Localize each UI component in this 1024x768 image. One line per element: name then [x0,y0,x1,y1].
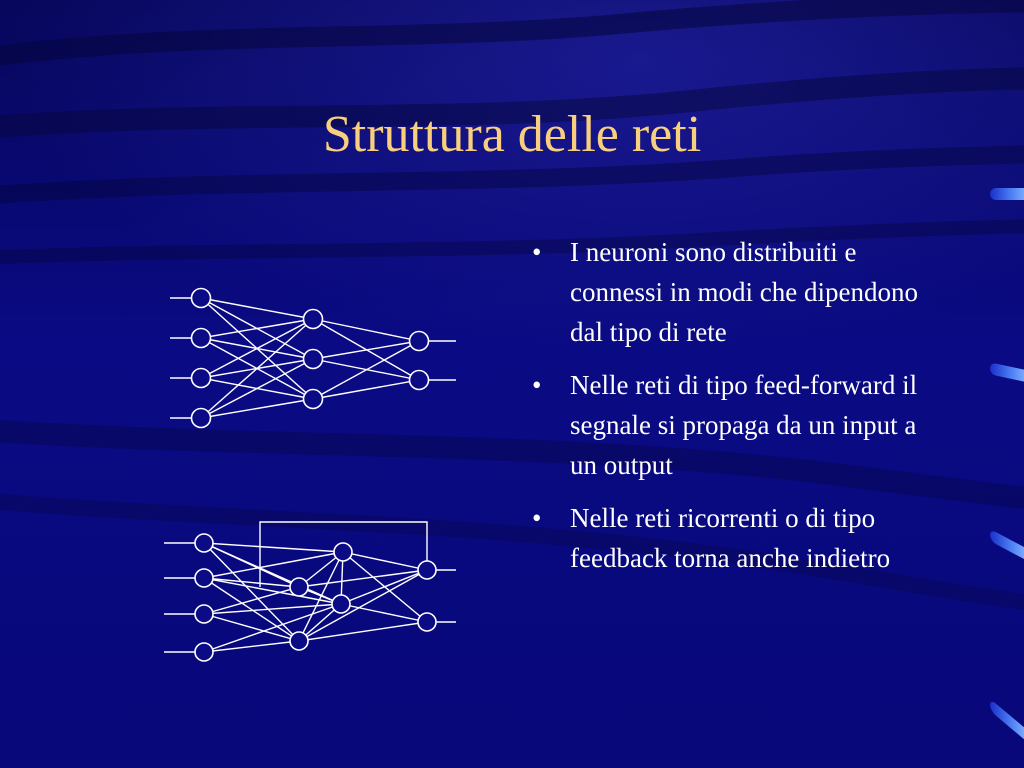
output-node [418,561,436,579]
input-node [195,605,213,623]
feed-forward-network-diagram [160,280,470,430]
hidden-node [304,310,323,329]
input-node [192,409,211,428]
bullet-marker: • [532,237,542,267]
hidden-node [290,578,308,596]
hidden-node [290,632,308,650]
bullet-item [532,498,932,578]
bullet-text: Nelle reti di tipo feed-forward il segnale si propaga da un input a un output [570,370,918,480]
input-node [192,369,211,388]
bullet-item [532,365,932,485]
side-accent-mark [990,188,1024,200]
bullet-text: I neuroni sono distribuiti e connessi in modi che dipendono dal tipo di rete [570,237,918,347]
hidden-node [304,390,323,409]
output-node [418,613,436,631]
input-node [192,289,211,308]
output-node [410,371,429,390]
hidden-node [304,350,323,369]
recurrent-network-diagram [158,515,462,665]
bullet-marker: • [532,370,542,400]
bullet-list [532,232,932,591]
bullet-marker: • [532,503,542,533]
hidden-node [332,595,350,613]
hidden-node [334,543,352,561]
input-node [192,329,211,348]
input-node [195,569,213,587]
input-node [195,643,213,661]
bullet-text: Nelle reti ricorrenti o di tipo feedback torna anche indietro [570,503,891,573]
input-node [195,534,213,552]
output-node [410,332,429,351]
bullet-item [532,232,932,352]
slide-title: Struttura delle reti [322,106,702,163]
